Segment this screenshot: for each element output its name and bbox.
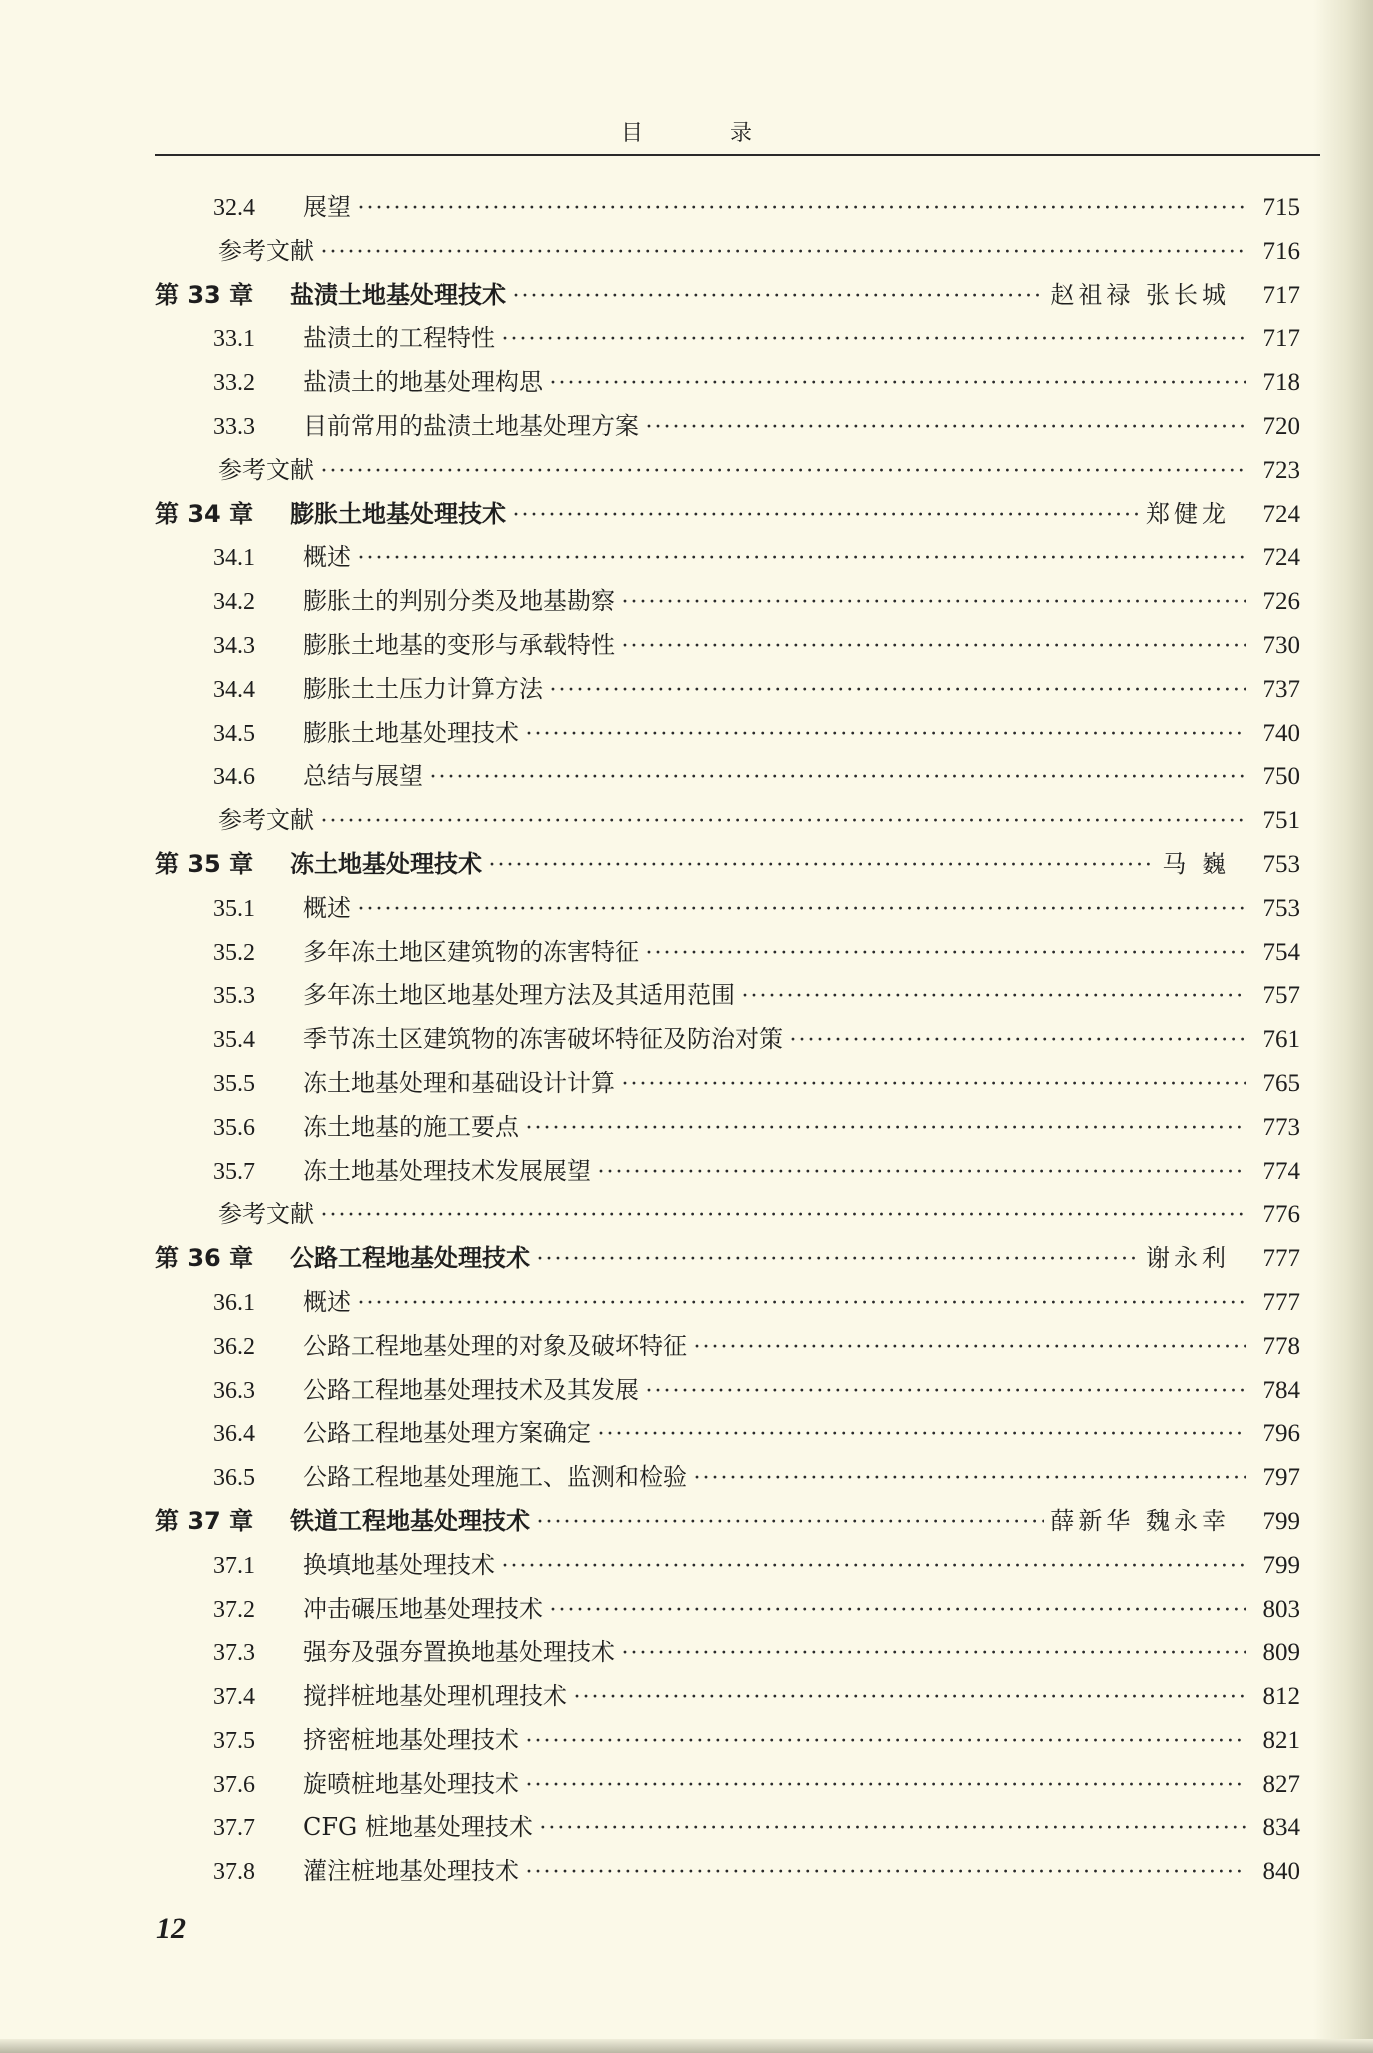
dot-leader — [320, 1194, 1246, 1238]
entry-number: 36.3 — [213, 1377, 255, 1404]
toc-section-entry[interactable] — [155, 361, 1300, 405]
entry-number: 36.4 — [213, 1421, 255, 1448]
entry-page-number: 723 — [1262, 456, 1300, 484]
entry-page-number: 773 — [1262, 1113, 1300, 1141]
entry-title: 盐渍土地基处理技术 — [290, 280, 506, 309]
entry-title: 总结与展望 — [303, 762, 423, 791]
toc-chapter-entry[interactable] — [155, 493, 1300, 537]
toc-section-entry[interactable] — [155, 186, 1300, 230]
entry-number: 34.4 — [213, 676, 255, 703]
entry-page-number: 827 — [1262, 1770, 1300, 1798]
entry-page-number: 724 — [1262, 544, 1300, 572]
entry-page-number: 757 — [1262, 982, 1300, 1010]
entry-title: 公路工程地基处理技术及其发展 — [303, 1375, 639, 1404]
entry-number: 34.2 — [213, 589, 255, 616]
toc-section-entry[interactable] — [155, 1588, 1300, 1632]
entry-title: 展望 — [303, 193, 351, 221]
dot-leader — [525, 1764, 1246, 1808]
toc-section-entry[interactable] — [155, 1850, 1300, 1894]
entry-number: 37.5 — [213, 1727, 255, 1754]
toc-section-entry[interactable] — [155, 317, 1300, 361]
dot-leader — [573, 1676, 1246, 1720]
toc-chapter-entry[interactable] — [155, 274, 1300, 318]
dot-leader — [597, 1413, 1246, 1457]
entry-page-number: 730 — [1262, 631, 1300, 659]
toc-section-entry[interactable] — [155, 1369, 1300, 1413]
dot-leader — [320, 450, 1246, 494]
entry-title: 公路工程地基处理技术 — [290, 1244, 530, 1273]
entry-page-number: 777 — [1262, 1288, 1300, 1316]
toc-section-entry[interactable] — [155, 1806, 1300, 1850]
entry-number: 34.3 — [213, 632, 255, 659]
entry-page-number: 753 — [1262, 850, 1300, 878]
entry-title: 概述 — [303, 543, 351, 572]
entry-authors: 谢永利 — [1146, 1244, 1230, 1273]
entry-page-number: 796 — [1262, 1420, 1300, 1448]
entry-number: 第 33 章 — [155, 280, 254, 309]
entry-page-number: 799 — [1262, 1507, 1300, 1535]
toc-references-entry[interactable] — [155, 230, 1300, 274]
toc-chapter-entry[interactable] — [155, 1237, 1300, 1281]
toc-section-entry[interactable] — [155, 1281, 1300, 1325]
entry-title: 参考文献 — [218, 455, 314, 484]
dot-leader — [621, 1632, 1246, 1676]
entry-title: 概述 — [303, 1287, 351, 1316]
entry-number: 第 35 章 — [155, 849, 254, 878]
toc-section-entry[interactable] — [155, 1150, 1300, 1194]
running-header: 目 录 — [621, 121, 792, 146]
toc-references-entry[interactable] — [155, 1193, 1300, 1237]
entry-authors: 赵祖禄 张长城 — [1050, 280, 1230, 309]
entry-number: 35.2 — [213, 939, 255, 966]
entry-page-number: 840 — [1262, 1858, 1300, 1886]
entry-number: 33.1 — [213, 326, 255, 353]
entry-page-number: 778 — [1262, 1332, 1300, 1360]
dot-leader — [525, 1851, 1246, 1895]
toc-section-entry[interactable] — [155, 974, 1300, 1018]
entry-title: 膨胀土地基处理技术 — [303, 718, 519, 747]
dot-leader — [549, 1589, 1246, 1633]
toc-section-entry[interactable] — [155, 668, 1300, 712]
entry-page-number: 799 — [1262, 1551, 1300, 1579]
toc-section-entry[interactable] — [155, 931, 1300, 975]
dot-leader — [536, 1501, 1044, 1545]
entry-title: 参考文献 — [218, 1200, 314, 1229]
toc-section-entry[interactable] — [155, 1544, 1300, 1588]
dot-leader — [357, 1282, 1246, 1326]
page-bottom-shadow — [0, 2039, 1373, 2053]
dot-leader — [621, 581, 1246, 625]
toc-section-entry[interactable] — [155, 712, 1300, 756]
entry-page-number: 765 — [1262, 1069, 1300, 1097]
entry-number: 35.1 — [213, 895, 255, 922]
entry-page-number: 753 — [1262, 894, 1300, 922]
header-rule — [155, 154, 1320, 156]
entry-title: 盐渍土的工程特性 — [303, 324, 495, 353]
toc-section-entry[interactable] — [155, 1325, 1300, 1369]
toc-chapter-entry[interactable] — [155, 843, 1300, 887]
entry-number: 33.3 — [213, 413, 255, 440]
entry-page-number: 821 — [1262, 1726, 1300, 1754]
dot-leader — [501, 318, 1246, 362]
entry-page-number: 717 — [1262, 325, 1300, 353]
entry-title: 搅拌桩地基处理机理技术 — [303, 1682, 567, 1711]
toc-section-entry[interactable] — [155, 887, 1300, 931]
dot-leader — [357, 187, 1246, 231]
entry-page-number: 777 — [1262, 1245, 1300, 1273]
dot-leader — [621, 1063, 1246, 1107]
entry-page-number: 724 — [1262, 500, 1300, 528]
entry-page-number: 797 — [1262, 1464, 1300, 1492]
entry-page-number: 751 — [1262, 807, 1300, 835]
toc-section-entry[interactable] — [155, 1763, 1300, 1807]
entry-number: 37.3 — [213, 1640, 255, 1667]
entry-title: 膨胀土地基的变形与承载特性 — [303, 630, 615, 659]
dot-leader — [357, 537, 1246, 581]
entry-page-number: 726 — [1262, 588, 1300, 616]
entry-title: 多年冻土地区建筑物的冻害特征 — [303, 937, 639, 966]
toc-section-entry[interactable] — [155, 405, 1300, 449]
toc-section-entry[interactable] — [155, 624, 1300, 668]
entry-title: 多年冻土地区地基处理方法及其适用范围 — [303, 981, 735, 1010]
dot-leader — [525, 1107, 1246, 1151]
dot-leader — [512, 494, 1140, 538]
entry-page-number: 761 — [1262, 1026, 1300, 1054]
entry-title: 参考文献 — [218, 236, 314, 265]
dot-leader — [525, 713, 1246, 757]
entry-page-number: 784 — [1262, 1376, 1300, 1404]
dot-leader — [549, 362, 1246, 406]
dot-leader — [536, 1238, 1140, 1282]
entry-title: 冻土地基的施工要点 — [303, 1112, 519, 1141]
entry-title: 挤密桩地基处理技术 — [303, 1725, 519, 1754]
entry-page-number: 750 — [1262, 763, 1300, 791]
entry-page-number: 812 — [1262, 1683, 1300, 1711]
dot-leader — [597, 1151, 1246, 1195]
entry-title: 冻土地基处理技术 — [290, 849, 482, 878]
entry-title: 公路工程地基处理的对象及破坏特征 — [303, 1331, 687, 1360]
dot-leader — [693, 1457, 1246, 1501]
dot-leader — [789, 1019, 1246, 1063]
entry-title: 膨胀土地基处理技术 — [290, 499, 506, 528]
entry-title: 目前常用的盐渍土地基处理方案 — [303, 411, 639, 440]
toc-section-entry[interactable] — [155, 1412, 1300, 1456]
dot-leader — [539, 1807, 1246, 1851]
entry-number: 37.4 — [213, 1684, 255, 1711]
toc-chapter-entry[interactable] — [155, 1500, 1300, 1544]
entry-number: 37.1 — [213, 1552, 255, 1579]
dot-leader — [549, 669, 1246, 713]
entry-title: CFG 桩地基处理技术 — [303, 1813, 533, 1842]
entry-number: 34.1 — [213, 545, 255, 572]
dot-leader — [525, 1720, 1246, 1764]
toc-section-entry[interactable] — [155, 1675, 1300, 1719]
entry-authors: 薛新华 魏永幸 — [1050, 1506, 1230, 1535]
entry-number: 34.6 — [213, 764, 255, 791]
entry-number: 37.8 — [213, 1859, 255, 1886]
dot-leader — [645, 406, 1246, 450]
entry-number: 36.5 — [213, 1465, 255, 1492]
page-number: 12 — [156, 1912, 186, 1945]
entry-number: 37.7 — [213, 1815, 255, 1842]
toc-references-entry[interactable] — [155, 799, 1300, 843]
entry-number: 36.1 — [213, 1289, 255, 1316]
entry-page-number: 776 — [1262, 1201, 1300, 1229]
entry-number: 第 37 章 — [155, 1506, 254, 1535]
toc-section-entry[interactable] — [155, 1631, 1300, 1675]
entry-number: 32.4 — [213, 195, 255, 221]
toc-section-entry[interactable] — [155, 1719, 1300, 1763]
entry-number: 35.5 — [213, 1070, 255, 1097]
dot-leader — [357, 888, 1246, 932]
dot-leader — [741, 975, 1246, 1019]
dot-leader — [320, 800, 1246, 844]
entry-page-number: 720 — [1262, 412, 1300, 440]
entry-page-number: 803 — [1262, 1595, 1300, 1623]
entry-number: 35.7 — [213, 1158, 255, 1185]
entry-page-number: 737 — [1262, 675, 1300, 703]
dot-leader — [693, 1326, 1246, 1370]
entry-title: 灌注桩地基处理技术 — [303, 1857, 519, 1886]
toc-section-entry[interactable] — [155, 1106, 1300, 1150]
entry-title: 概述 — [303, 893, 351, 922]
entry-page-number: 715 — [1262, 194, 1300, 221]
dot-leader — [512, 275, 1044, 319]
entry-page-number: 718 — [1262, 369, 1300, 397]
entry-page-number: 740 — [1262, 719, 1300, 747]
entry-page-number: 717 — [1262, 281, 1300, 309]
dot-leader — [429, 756, 1246, 800]
entry-page-number: 834 — [1262, 1814, 1300, 1842]
dot-leader — [645, 1370, 1246, 1414]
page-edge-shadow — [1313, 0, 1373, 2053]
dot-leader — [488, 844, 1156, 888]
table-of-contents — [155, 186, 1300, 1894]
dot-leader — [320, 231, 1246, 275]
entry-number: 35.6 — [213, 1114, 255, 1141]
entry-title: 铁道工程地基处理技术 — [290, 1506, 530, 1535]
entry-number: 37.6 — [213, 1771, 255, 1798]
entry-title: 冲击碾压地基处理技术 — [303, 1594, 543, 1623]
entry-number: 第 36 章 — [155, 1244, 254, 1273]
entry-number: 36.2 — [213, 1333, 255, 1360]
toc-section-entry[interactable] — [155, 755, 1300, 799]
entry-page-number: 774 — [1262, 1157, 1300, 1185]
entry-title: 公路工程地基处理方案确定 — [303, 1419, 591, 1448]
entry-title: 参考文献 — [218, 806, 314, 835]
entry-page-number: 754 — [1262, 938, 1300, 966]
entry-title: 膨胀土的判别分类及地基勘察 — [303, 587, 615, 616]
entry-authors: 马 巍 — [1162, 849, 1230, 878]
entry-page-number: 716 — [1262, 237, 1300, 265]
entry-title: 盐渍土的地基处理构思 — [303, 368, 543, 397]
entry-number: 37.2 — [213, 1596, 255, 1623]
entry-number: 35.4 — [213, 1027, 255, 1054]
entry-page-number: 809 — [1262, 1639, 1300, 1667]
entry-authors: 郑健龙 — [1146, 499, 1230, 528]
entry-title: 膨胀土土压力计算方法 — [303, 674, 543, 703]
entry-title: 换填地基处理技术 — [303, 1550, 495, 1579]
entry-title: 季节冻土区建筑物的冻害破坏特征及防治对策 — [303, 1025, 783, 1054]
toc-section-entry[interactable] — [155, 536, 1300, 580]
entry-title: 冻土地基处理技术发展展望 — [303, 1156, 591, 1185]
dot-leader — [501, 1545, 1246, 1589]
entry-number: 34.5 — [213, 720, 255, 747]
dot-leader — [621, 625, 1246, 669]
entry-number: 33.2 — [213, 370, 255, 397]
entry-title: 冻土地基处理和基础设计计算 — [303, 1068, 615, 1097]
entry-title: 公路工程地基处理施工、监测和检验 — [303, 1463, 687, 1492]
entry-title: 旋喷桩地基处理技术 — [303, 1769, 519, 1798]
entry-number: 第 34 章 — [155, 499, 254, 528]
toc-section-entry[interactable] — [155, 1062, 1300, 1106]
toc-section-entry[interactable] — [155, 580, 1300, 624]
toc-references-entry[interactable] — [155, 449, 1300, 493]
toc-section-entry[interactable] — [155, 1018, 1300, 1062]
entry-number: 35.3 — [213, 983, 255, 1010]
toc-section-entry[interactable] — [155, 1456, 1300, 1500]
entry-title: 强夯及强夯置换地基处理技术 — [303, 1638, 615, 1667]
dot-leader — [645, 932, 1246, 976]
